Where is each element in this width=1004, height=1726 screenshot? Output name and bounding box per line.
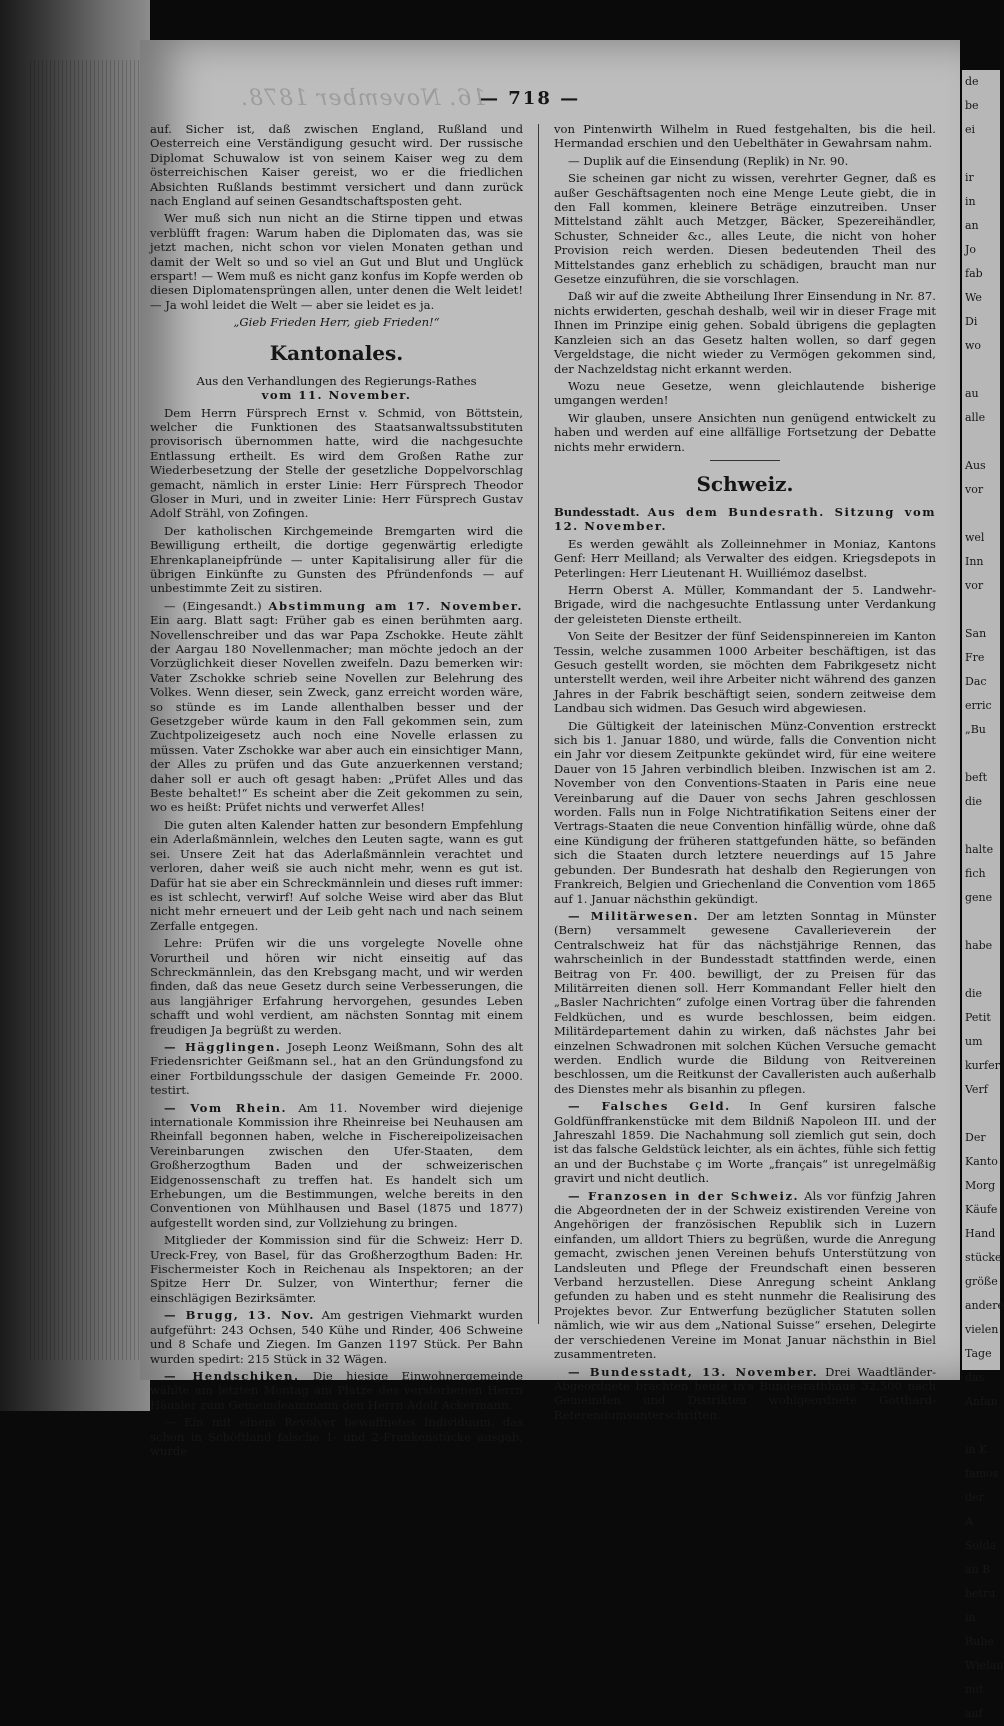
article-lead: — Brugg, 13. Nov. — [164, 1308, 315, 1323]
strip-fragment: der — [965, 1491, 984, 1504]
strip-fragment: We — [965, 291, 982, 304]
paragraph: auf. Sicher ist, daß zwischen England, Rußland und Oesterreich eine Verständigung gesucht wird. Der russische Diplomat Schuwalow ist von seinem Kaiser weg zu dem österreichischen Kaiser gereist, wo er die friedlichen Absichten Rußlands bestimmt versichert und dann zurück nach England auf seinen Gesandtschaftsposten geht. — [150, 122, 523, 209]
strip-fragment: au — [965, 387, 979, 400]
paragraph: — Duplik auf die Einsendung (Replik) in Nr. 90. — [568, 153, 849, 168]
right-column — [554, 122, 936, 1425]
strip-fragment — [962, 1414, 1000, 1438]
paragraph: Daß wir auf die zweite Abtheilung Ihrer Einsendung in Nr. 87. nichts erwiderten, geschah deshalb, weil wir in dieser Frage mit Ihnen im Prinzipe einig gehen. Sobald übrigens die geplagten Kanzleien sich an das Gesetz halten wollen, so darf gegen Vergeldstage, die nicht wieder zu Vermögen gekommen sind, der Nachzeldstag nicht erkannt werden. — [554, 289, 936, 376]
page-edges — [30, 60, 140, 1360]
strip-fragment: Solda — [965, 1539, 997, 1552]
strip-fragment: an B — [965, 1563, 991, 1576]
column-divider — [538, 124, 539, 1324]
article — [554, 909, 936, 1096]
article-lead: — Vom Rhein. — [164, 1100, 288, 1115]
paragraph: — Ein mit einem Revolver bewaffnetes Individuum, das schon in Schöftland falsche 1- und 2-Frankenstücke ausgab, wurde — [150, 1415, 523, 1458]
subheading-line: Aus den Verhandlungen des Regierungs-Rathes — [196, 373, 477, 388]
strip-fragment: andere — [965, 1299, 1004, 1312]
strip-fragment: betru — [965, 1587, 996, 1600]
strip-fragment: Der — [965, 1131, 986, 1144]
paragraph: Die Gültigkeit der lateinischen Münz-Convention erstreckt sich bis 1. Januar 1880, und würde, falls die Convention nicht ein Jahr vor diesem Zeitpunkte gekündet wird, für eine weitere Dauer von 15 Jahren verbindlich bleiben. Inzwischen ist am 2. November von den Conventions-Staaten in Paris eine neue Vereinbarung auf die Dauer von sechs Jahren geschlossen worden. Falls nun in Folge Nichtratifikation Seitens einer der Vertrags-Staaten die neue Convention hinfällig würde, ohne daß eine Kündigung der früheren stattgefunden hätte, so befänden sich die Staaten durch letztere neuerdings auf 15 Jahre gebunden. Der Bundesrath hat deshalb den Regierungen von Frankreich, Belgien und Griechenland die Convention vom 1865 auf 1. Januar nächsthin gekündigt. — [554, 718, 936, 906]
article — [150, 1040, 523, 1098]
left-column — [150, 122, 523, 1461]
article-body: Die hiesige Einwohnergemeinde wählte am letzten Montag am Platze des verstorbenen Herrn Häusler zum Gemeindeammann den Herrn Adolf Ackermann. — [150, 1368, 524, 1412]
paragraph: Dem Herrn Fürsprech Ernst v. Schmid, von Böttstein, welcher die Funktionen des Staatsanwaltssubstituten provisorisch übernommen hatte, wird die nachgesuchte Entlassung ertheilt. Es wird dem Großen Rathe zur Wiederbesetzung der Stelle der gesetzliche Doppelvorschlag gemacht, nämlich in erster Linie: Herr Fürsprech Theodor Gloser in Muri, und in zweiter Linie: Herr Fürsprech Gustav Adolf Strähl, von Zofingen. — [150, 405, 523, 521]
strip-fragment: wel — [965, 531, 985, 544]
article-lead: — Militärwesen. — [568, 908, 700, 923]
article-body: Der am letzten Sonntag in Münster (Bern) versammelt gewesene Cavallerieverein der Centralschweiz hat für das nächstjährige Rennen, das wahrscheinlich in der Bundesstadt stattfinden werde, einen Beitrag von Fr. 400. bewilligt, der zu Preisen für das Militärreiten dienen soll. Herr Kommandant Feller hielt den „Basler Nachrichten“ zufolge einen Vortrag über die fahrenden Feldküchen, und es wurde beschlossen, beim eidgen. Militärdepartement dahin zu wirken, daß nächstes Jahr bei einzelnen Schwadronen mit solchen Küchen Versuche gemacht werden. Endlich wurde die Bildung von Reitvereinen beschlossen, um die Reitkunst der Cavalleristen auch außerhalb des Dienstes mehr als bisanhin zu pflegen. — [554, 908, 937, 1096]
subheading — [150, 374, 523, 403]
strip-fragment: kurfer — [965, 1059, 1000, 1072]
strip-fragment: größe — [965, 1275, 998, 1288]
strip-fragment: die — [965, 987, 983, 1000]
strip-fragment: Morg — [965, 1179, 996, 1192]
strip-fragment: stücke — [965, 1251, 1002, 1264]
strip-fragment: habe — [965, 939, 993, 952]
page-number: — 718 — — [480, 88, 581, 109]
strip-fragment: Aus — [965, 459, 986, 472]
paragraph: Der katholischen Kirchgemeinde Bremgarten wird die Bewilligung ertheilt, die dortige gegenwärtig erledigte Ehrenkaplaneipfründe — unter Kapitalisirung aller für die übrigen Einkünfte zu Gunsten des Pfründenfonds — auf unbestimmte Zeit zu sistiren. — [150, 523, 523, 596]
strip-fragment: die — [965, 795, 983, 808]
strip-fragment: A — [965, 1515, 973, 1528]
article — [150, 1369, 523, 1412]
section-heading-kantonales: Kantonales. — [269, 340, 404, 365]
article-title: Abstimmung am 17. November. — [268, 598, 523, 613]
strip-fragment: alle — [965, 411, 986, 424]
paragraph: Wozu neue Gesetze, wenn gleichlautende bisherige umgangen werden! — [554, 378, 936, 408]
article-lead: — Falsches Geld. — [568, 1099, 731, 1114]
strip-fragment: in — [965, 1611, 976, 1624]
section-rule — [710, 460, 780, 461]
article-body: Am gestrigen Viehmarkt wurden aufgeführt: 243 Ochsen, 540 Kühe und Rinder, 406 Schweine und 8 Schafe und Ziegen. Im Ganzen 1197 Stück. Per Bahn wurden spedirt: 215 Stück in 32 Wägen. — [150, 1308, 524, 1366]
article-lead: — Hägglingen. — [164, 1039, 282, 1054]
paragraph: Wir glauben, unsere Ansichten nun genügend entwickelt zu haben und werden auf eine allfällige Fortsetzung der Debatte nichts mehr erwidern. — [554, 410, 936, 454]
strip-fragment — [962, 1102, 1000, 1126]
strip-fragment — [962, 358, 1000, 382]
strip-fragment: Käufe — [965, 1203, 998, 1216]
strip-fragment: beft — [965, 771, 988, 784]
article-body: Ein aarg. Blatt sagt: Früher gab es einen berühmten aarg. Novellenschreiber und das war Papa Zschokke. Heute zählt der Aargau 180 Novellenmacher; man möchte jedoch an der Vorzüglichkeit dieser Novellen zweifeln. Dazu bemerken wir: Vater Zschokke schrieb seine Novellen zur Belehrung des Volkes. Wenn dieser, sein Zweck, ganz erreicht worden wäre, so stünde es im Lande allenthalben besser und der Gesetzgeber würde kaum in den Fall gekommen sein, zum Zuchtpolizeigesetz auch noch eine Novelle erlassen zu müssen. Vater Zschokke war aber auch ein einsichtiger Mann, der Alles zu prüfen und das Gute anzuerkennen verstand; daher soll er auch oft gesagt haben: „Prüfet Alles und das Beste behaltet!“ Es scheint aber die Zeit gekommen zu sein, wo es heißt: Prüfet nichts und verwerfet Alles! — [150, 613, 523, 815]
paragraph: von Pintenwirth Wilhelm in Rued festgehalten, bis die heil. Hermandad erschien und den Uebelthäter in Gewahrsam nahm. — [554, 122, 936, 151]
strip-fragment: Tage — [965, 1347, 992, 1360]
paragraph: Mitglieder der Kommission sind für die Schweiz: Herr D. Ureck-Frey, von Basel, für das Großherzogthum Baden: Hr. Fischermeister Koch in Reichenau als Inspektoren; an der Spitze Herr Dr. Sulzer, von Winterthur; ferner die einschlägigen Bezirksämter. — [150, 1233, 523, 1305]
strip-fragment: das — [965, 1371, 985, 1384]
strip-fragment — [962, 598, 1000, 622]
strip-fragment: Fre — [965, 651, 985, 664]
strip-fragment: um — [965, 1035, 983, 1048]
paragraph: Die guten alten Kalender hatten zur besondern Empfehlung ein Aderlaßmännlein, welches den Leuten sagte, wann es gut sei. Unsere Zeit hat das Aderlaßmännlein verachtet und verloren, daher weiß sie auch nicht mehr, wenn es gut ist. Dafür hat sie aber ein Schreckmännlein und dieses ruft immer: es ist schlecht, verwirf! Auf solche Weise wird aber das Blut nicht mehr erneuert und der Leib geht nach und nach seinem Zerfalle entgegen. — [150, 817, 523, 933]
strip-fragment: be — [965, 99, 979, 112]
strip-fragment: Dac — [965, 675, 987, 688]
strip-fragment: San — [965, 627, 987, 640]
strip-fragment: Petit — [965, 1011, 991, 1024]
article — [150, 1101, 523, 1231]
strip-fragment: an — [965, 219, 979, 232]
strip-fragment: Kanto — [965, 1155, 998, 1168]
strip-fragment: Inn — [965, 555, 984, 568]
article-lead: Bundesstadt. — [554, 504, 640, 519]
strip-fragment: Verf — [965, 1083, 988, 1096]
strip-fragment: famos — [965, 1467, 999, 1480]
strip-fragment: wo — [965, 339, 982, 352]
paragraph: Von Seite der Besitzer der fünf Seidenspinnereien im Kanton Tessin, welche zusammen 1000 Arbeiter beschäftigen, ist das Gesuch gestellt worden, sie möchten dem Fabrikgesetz nicht unterstellt werden, weil ihre Arbeiter nicht während des ganzen Jahres in der Fabrik beschäftigt seien, sondern zeitweise dem Landbau sich widmen. Das Gesuch wird abgewiesen. — [554, 629, 936, 716]
strip-fragment: vor — [965, 483, 984, 496]
adjacent-page-strip — [962, 70, 1004, 1720]
article-body: Am 11. November wird diejenige internationale Kommission ihre Rheinreise bei Neuhausen am Rheinfall begonnen haben, welche in Fischereipolizeisachen Vereinbarungen zwischen den Ufer-Staaten, dem Großherzogthum Baden und der schweizerischen Eidgenossenschaft zu treffen hat. Es handelt sich um Erhebungen, um die Bestimmungen, welche bereits in den Conventionen von Mühlhausen und Basel (1875 und 1877) aufgestellt worden sind, zur Vollziehung zu bringen. — [150, 1100, 523, 1230]
strip-fragment: vielen — [965, 1323, 999, 1336]
strip-fragment: ir — [965, 171, 974, 184]
strip-fragment — [962, 958, 1000, 982]
paragraph: Sie scheinen gar nicht zu wissen, verehrter Gegner, daß es außer Geschäftsagenten noch eine Menge Leute giebt, die in den Fall kommen, kleinere Beträge einzutreiben. Unser Mittelstand zählt auch Metzger, Bäcker, Spezereihändler, Schuster, Schneider &c., alles Leute, die nicht von hoher Provision reich werden. Diesen bedeutenden Theil des Mittelstandes ganz erheblich zu schädigen, braucht man nur Gesetze einzuführen, die sie vorschlagen. — [554, 171, 936, 287]
strip-fragment: ei — [965, 123, 976, 136]
article — [554, 1099, 936, 1185]
strip-fragment: Ruhe — [965, 1635, 994, 1648]
article — [554, 505, 936, 534]
strip-fragment: gene — [965, 891, 993, 904]
section-heading-schweiz: Schweiz. — [696, 471, 794, 496]
bleed-through-text: 16. November 1878. — [240, 86, 487, 111]
paragraph: Wer muß sich nun nicht an die Stirne tippen und etwas verblüfft fragen: Warum haben die Diplomaten das, was sie jetzt machen, nicht schon vor vielen Monaten gethan und damit der Welt so und so viel an Gut und Blut und Unglück erspart! — Wem muß es nicht ganz konfus im Kopfe werden ob diesen Diplomatensprüngen allen, unter denen die Welt leidet! — Ja wohl leidet die Welt — aber sie leidet es ja. — [150, 211, 523, 312]
article — [554, 1189, 936, 1362]
article-lead: — Hendschiken. — [164, 1368, 300, 1383]
article — [554, 1365, 936, 1423]
strip-fragment: de — [965, 75, 979, 88]
article-body: Joseph Leonz Weißmann, Sohn des alt Friedensrichter Geißmann sel., hat an den Gründungsfond zu einer Fortbildungsschule der dasigen Gemeinde Fr. 2000. testirt. — [150, 1039, 524, 1098]
strip-fragment: fich — [965, 867, 986, 880]
strip-fragment: mit — [965, 1683, 984, 1696]
article-body: Drei Waadtländer-Abgeordnete brachten heute in's Bundesrathhaus 32,500 nach Gemeinden und Distrikten wohlgeordnete Gotthard-Referendumsunterschriften. — [554, 1364, 936, 1422]
strip-fragment: auf — [965, 1707, 983, 1720]
article-lead: — (Eingesandt.) — [164, 598, 262, 613]
strip-fragment: in — [965, 195, 976, 208]
strip-fragment: halte — [965, 843, 994, 856]
strip-fragment — [962, 502, 1000, 526]
quote: „Gieb Frieden Herr, gieb Frieden!“ — [233, 315, 440, 330]
strip-fragment: Di — [965, 315, 978, 328]
article — [150, 599, 523, 815]
strip-fragment: in K — [965, 1443, 988, 1456]
strip-fragment: Hand — [965, 1227, 996, 1240]
strip-fragment: Anfan — [965, 1395, 998, 1408]
article-lead: — Franzosen in der Schweiz. — [568, 1188, 800, 1203]
strip-fragment — [962, 910, 1000, 934]
article — [150, 1308, 523, 1366]
article-lead: — Bundesstadt, 13. November. — [568, 1364, 819, 1379]
strip-fragment: vor — [965, 579, 984, 592]
strip-fragment — [962, 142, 1000, 166]
strip-fragment: „Bu — [965, 723, 986, 736]
strip-fragment: erric — [965, 699, 992, 712]
article-body: Als vor fünfzig Jahren die Abgeordneten der in der Schweiz existirenden Vereine von Angehörigen der französischen Republik sich in Luzern einfanden, um alldort Thiers zu begrüßen, wurde die Anregung gemacht, zwischen jenen Vereinen behufs Unterstützung von Landsleuten und Pflege der Freundschaft einen besseren Verband herzustellen. Diese Anregung scheint Anklang gefunden zu haben und es steht nunmehr die Realisirung des Projektes bevor. Zur Entwerfung bezüglicher Statuten sollen nämlich, wie wir aus dem „National Suisse“ ersehen, Delegirte der verschiedenen Vereine im Monat Januar nächsthin in Biel zusammentreten. — [554, 1188, 936, 1362]
subheading-date: vom 11. November. — [261, 388, 412, 403]
paragraph: Lehre: Prüfen wir die uns vorgelegte Novelle ohne Vorurtheil und hören wir nicht einseitig auf das Schreckmännlein, das den Krebsgang macht, und wir werden finden, daß das neue Gesetz durch seine Verbesserungen, die aus langjähriger Erfahrung hervorgehen, gesundes Leben schafft und wohl verdient, am nächsten Sonntag mit einem freudigen Ja begrüßt zu werden. — [150, 936, 523, 1037]
article-body: In Genf kursiren falsche Goldfünffrankenstücke mit dem Bildniß Napoleon III. und der Jahreszahl 1859. Die Nachahmung soll ziemlich gut sein, doch ist das falsche Geldstück leichter, als ein ächtes, fühle sich fettig an und der Buchstabe ç im Worte „français“ ist unregelmäßig gravirt und nicht deutlich. — [554, 1099, 936, 1186]
book-spine — [0, 0, 150, 1411]
strip-fragment — [962, 814, 1000, 838]
strip-fragment — [962, 430, 1000, 454]
paragraph: Herrn Oberst A. Müller, Kommandant der 5. Landwehr-Brigade, wird die nachgesuchte Entlassung unter Verdankung der geleisteten Dienste ertheilt. — [554, 582, 936, 626]
strip-fragment — [962, 742, 1000, 766]
strip-fragment: fab — [965, 267, 983, 280]
strip-fragment: Jo — [965, 243, 977, 256]
strip-fragment: Wielan — [965, 1659, 1004, 1672]
paragraph: Es werden gewählt als Zolleinnehmer in Moniaz, Kantons Genf: Herr Meilland; als Verwalter des eidgen. Kriegsdepots in Peterlingen: Herr Lieutenant H. Wuilliémoz daselbst. — [554, 536, 936, 580]
article-title: Aus dem Bundesrath. Sitzung vom 12. November. — [554, 504, 936, 534]
